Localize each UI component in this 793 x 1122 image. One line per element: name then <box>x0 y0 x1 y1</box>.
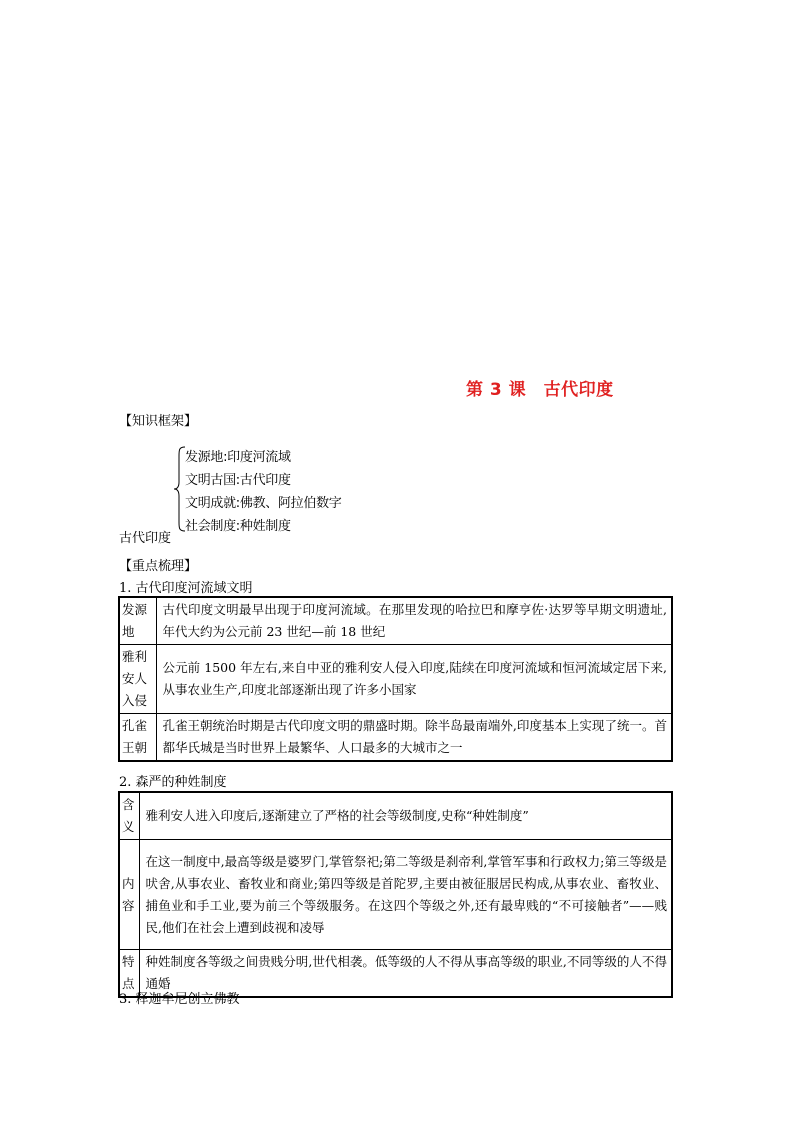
row-text: 雅利安人进入印度后,逐渐建立了严格的社会等级制度,史称“种姓制度” <box>139 792 672 840</box>
table-row <box>119 714 672 762</box>
framework-branch: 发源地:印度河流域 <box>185 450 291 465</box>
framework-branch: 文明成就:佛教、阿拉伯数字 <box>185 496 342 511</box>
framework-root: 古代印度 <box>119 531 172 546</box>
lesson-title: 第 3 课 古代印度 <box>466 380 614 400</box>
framework-heading: 【知识框架】 <box>119 414 198 429</box>
framework-branch: 社会制度:种姓制度 <box>185 519 291 534</box>
row-label: 孔雀王朝 <box>119 714 156 762</box>
row-text: 公元前 1500 年左右,来自中亚的雅利安人侵入印度,陆续在印度河流域和恒河流域定居下来,从事农业生产,印度北部逐渐出现了许多小国家 <box>156 645 672 714</box>
row-text: 孔雀王朝统治时期是古代印度文明的鼎盛时期。除半岛最南端外,印度基本上实现了统一。首都华氏城是当时世界上最繁华、人口最多的大城市之一 <box>156 714 672 762</box>
section-title: 3. 释迦牟尼创立佛教 <box>119 992 240 1007</box>
key-points-heading: 【重点梳理】 <box>119 559 198 574</box>
row-text: 种姓制度各等级之间贵贱分明,世代相袭。低等级的人不得从事高等级的职业,不同等级的人不得通婚 <box>139 950 672 998</box>
table-row <box>119 645 672 714</box>
row-label: 内容 <box>119 840 139 950</box>
section-title: 1. 古代印度河流域文明 <box>119 581 253 596</box>
table-row <box>119 597 672 645</box>
civilization-table <box>118 596 673 762</box>
row-label: 特点 <box>119 950 139 998</box>
row-label: 雅利安人入侵 <box>119 645 156 714</box>
row-text: 在这一制度中,最高等级是婆罗门,掌管祭祀;第二等级是刹帝利,掌管军事和行政权力;第三等级是吠舍,从事农业、畜牧业和商业;第四等级是首陀罗,主要由被征服居民构成,从事农业、畜牧业、捕鱼业和手工业,要为前三个等级服务。在这四个等级之外,还有最卑贱的“不可接触者”——贱民,他们在社会上遭到歧视和凌辱 <box>139 840 672 950</box>
section-title: 2. 森严的种姓制度 <box>119 775 227 790</box>
framework-branch: 文明古国:古代印度 <box>185 473 291 488</box>
row-text: 古代印度文明最早出现于印度河流域。在那里发现的哈拉巴和摩亨佐·达罗等早期文明遗址,年代大约为公元前 23 世纪—前 18 世纪 <box>156 597 672 645</box>
row-label: 含义 <box>119 792 139 840</box>
knowledge-framework <box>119 442 379 547</box>
caste-table <box>118 791 673 998</box>
table-row <box>119 840 672 950</box>
row-label: 发源地 <box>119 597 156 645</box>
table-row <box>119 792 672 840</box>
